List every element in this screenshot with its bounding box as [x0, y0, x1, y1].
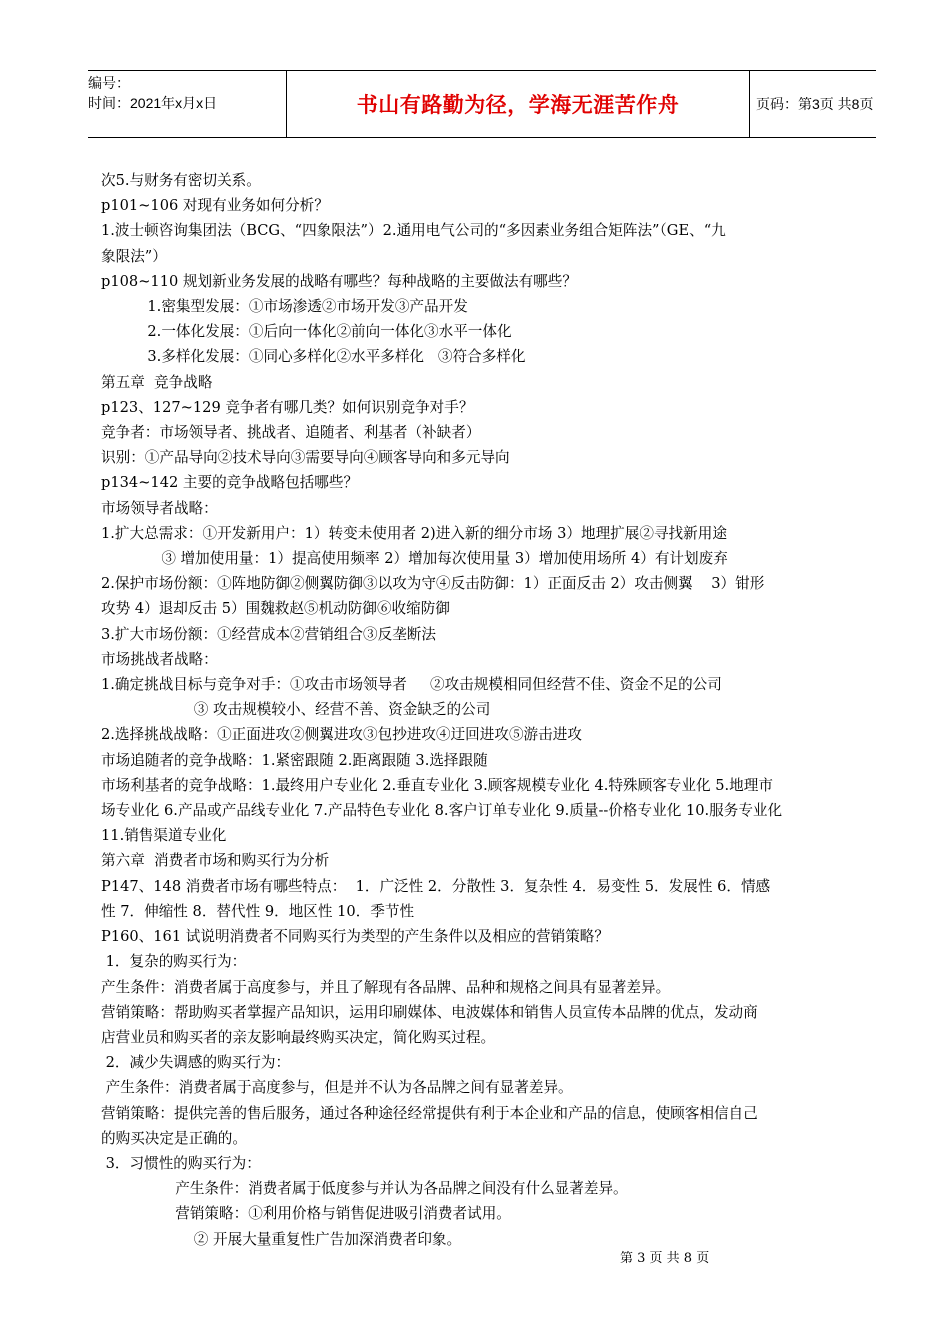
text-line: 竞争者：市场领导者、挑战者、追随者、利基者（补缺者） — [101, 424, 481, 442]
text-line: 的购买决定是正确的。 — [101, 1129, 247, 1147]
text-line: ② 开展大量重复性广告加深消费者印象。 — [101, 1230, 462, 1248]
text-line: 1.扩大总需求：①开发新用户：1）转变未使用者 2)进入新的细分市场 3）地理扩展②寻找新用途 — [101, 524, 727, 542]
text-line: 11.销售渠道专业化 — [101, 827, 227, 845]
text-line: 性 7．伸缩性 8．替代性 9．地区性 10．季节性 — [101, 902, 415, 920]
text-line: 3．习惯性的购买行为： — [101, 1154, 261, 1172]
text-line: p101~106 对现有业务如何分析？ — [101, 197, 329, 215]
page-footer: 第 3 页 共 8 页 — [620, 1251, 710, 1266]
text-line: 象限法”） — [101, 247, 167, 265]
text-line: 市场利基者的竞争战略：1.最终用户专业化 2.垂直专业化 3.顾客规模专业化 4.特殊顾客专业化 5.地理市 — [101, 776, 773, 794]
text-line: 3.扩大市场份额：①经营成本②营销组合③反垄断法 — [101, 625, 436, 643]
text-line: 2.保护市场份额：①阵地防御②侧翼防御③以攻为守④反击防御：1）正面反击 2）攻击侧翼 3）钳形 — [101, 575, 765, 593]
text-line: 产生条件：消费者属于高度参与，并且了解现有各品牌、品种和规格之间具有显著差异。 — [101, 978, 671, 996]
header-motto-cell — [286, 71, 750, 137]
text-line: 1.密集型发展：①市场渗透②市场开发③产品开发 — [101, 298, 468, 316]
text-line: 1.波士顿咨询集团法（BCG、“四象限法”）2.通用电气公司的“多因素业务组合矩阵法”（GE、“九 — [101, 222, 726, 240]
header-page-label: 页码：第3页 共8页 — [756, 96, 874, 112]
text-line: 市场追随者的竞争战略：1.紧密跟随 2.距离跟随 3.选择跟随 — [101, 751, 488, 769]
text-line: 3.多样化发展：①同心多样化②水平多样化 ③符合多样化 — [101, 348, 526, 366]
text-line: 次5.与财务有密切关系。 — [101, 172, 261, 189]
text-line: ③ 增加使用量：1）提高使用频率 2）增加每次使用量 3）增加使用场所 4）有计划废弃 — [101, 550, 728, 568]
text-line: 2．减少失调感的购买行为： — [101, 1054, 291, 1072]
text-line: 营销策略：帮助购买者掌握产品知识，运用印刷媒体、电波媒体和销售人员宣传本品牌的优点，发动商 — [101, 1003, 758, 1021]
header-meta — [88, 71, 286, 137]
header-page-cell — [748, 71, 876, 137]
text-line: P160、161 试说明消费者不同购买行为类型的产生条件以及相应的营销策略？ — [101, 928, 609, 946]
text-line: 场专业化 6.产品或产品线专业化 7.产品特色专业化 8.客户订单专业化 9.质量--价格专业化 10.服务专业化 — [101, 802, 783, 820]
header-motto: 书山有路勤为径，学海无涯苦作舟 — [356, 93, 680, 117]
text-line: 产生条件：消费者属于低度参与并认为各品牌之间没有什么显著差异。 — [101, 1180, 628, 1198]
text-line: ③ 攻击规模较小、经营不善、资金缺乏的公司 — [101, 701, 491, 719]
text-line: p108~110 规划新业务发展的战略有哪些？每种战略的主要做法有哪些？ — [101, 272, 577, 290]
text-line: 市场挑战者战略： — [101, 650, 218, 668]
text-line: 1.确定挑战目标与竞争对手：①攻击市场领导者 ②攻击规模相同但经营不佳、资金不足的公司 — [101, 676, 722, 694]
text-line: 2.选择挑战战略：①正面进攻②侧翼进攻③包抄进攻④迂回进攻⑤游击进攻 — [101, 726, 582, 744]
text-line: 第五章 竞争战略 — [101, 373, 213, 391]
document-body — [101, 168, 863, 1252]
text-line: p134~142 主要的竞争战略包括哪些？ — [101, 474, 359, 492]
text-line: 攻势 4）退却反击 5）围魏救赵⑤机动防御⑥收缩防御 — [101, 600, 450, 618]
text-line: 营销策略：提供完善的售后服务，通过各种途径经常提供有利于本企业和产品的信息，使顾客相信自己 — [101, 1104, 758, 1122]
text-line: 1．复杂的购买行为： — [101, 953, 247, 971]
text-line: P147、148 消费者市场有哪些特点： 1．广泛性 2．分散性 3．复杂性 4．易变性 5．发展性 6．情感 — [101, 877, 771, 895]
text-line: 第六章 消费者市场和购买行为分析 — [101, 852, 330, 870]
text-line: 营销策略：①利用价格与销售促进吸引消费者试用。 — [101, 1205, 511, 1223]
document-time-label: 时间：2021年x月x日 — [88, 95, 218, 111]
text-line: 产生条件：消费者属于高度参与，但是并不认为各品牌之间有显著差异。 — [101, 1079, 573, 1097]
page-header — [88, 70, 876, 138]
text-line: 市场领导者战略： — [101, 499, 218, 517]
text-line: 店营业员和购买者的亲友影响最终购买决定，简化购买过程。 — [101, 1028, 496, 1046]
text-line: p123、127~129 竞争者有哪几类？如何识别竞争对手？ — [101, 398, 474, 416]
text-line: 识别：①产品导向②技术导向③需要导向④顾客导向和多元导向 — [101, 449, 510, 467]
document-number-label: 编号： — [88, 75, 130, 91]
text-line: 2.一体化发展：①后向一体化②前向一体化③水平一体化 — [101, 323, 512, 341]
